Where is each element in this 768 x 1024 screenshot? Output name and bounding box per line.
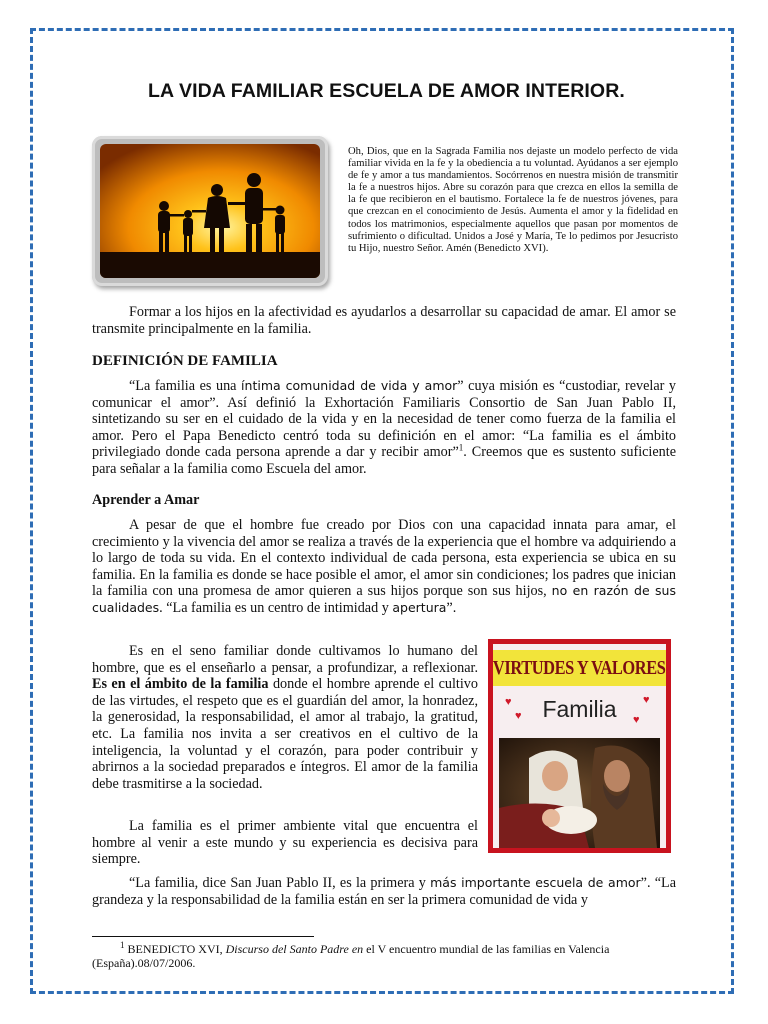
prayer-text: Oh, Dios, que en la Sagrada Familia nos dejaste un modelo perfecto de vida familiar vivida en la fe y la obediencia a tu voluntad. Ayúdanos a ser ejemplo de fe y amor a tus mandamientos. Socórrenos en nuestra misión de transmitir la fe a nuestros hijos. Abre su corazón para que crezca en ellos la semilla de la fe que recibieron en el bautismo. Fortalece la fe de nuestros jóvenes, para que crezcan en el conocimiento de Jesús. Aumenta el amor y la fidelidad en todos los matrimonios, especialmente aquellos que pasan por momentos de sufrimiento o dificultad. Unidos a José y María, Te lo pedimos por Jesucristo tu Hijo, nuestro Señor. Amén (Benedicto XVI).: [348, 146, 678, 254]
definicion-quote-alt: íntima comunidad de vida y amor: [241, 378, 458, 393]
footnote-rest: el V encuentro mundial de las familias en Valencia (España).08/07/2006.: [92, 942, 610, 970]
definicion-heading: DEFINICIÓN DE FAMILIA: [92, 353, 278, 369]
aprender-p1-end2: ”.: [446, 599, 457, 616]
heart-icon: ♥: [515, 710, 522, 722]
aprender-paragraph-3: La familia es el primer ambiente vital que encuentra el hombre al venir a este mundo y su experiencia es decisiva para siempre.: [92, 818, 478, 868]
definicion-paragraph: [92, 378, 676, 478]
aprender-p1-alt2: apertura: [392, 599, 447, 615]
definicion-text-1: “La familia es una: [129, 378, 237, 394]
heart-icon: ♥: [505, 696, 512, 708]
footnote-number: 1: [120, 940, 125, 950]
heart-icon: ♥: [643, 694, 650, 706]
aprender-p2-bold: Es en el ámbito de la familia: [92, 676, 269, 693]
footnote: [92, 942, 682, 970]
aprender-p4-alt: más importante escuela de amor: [430, 875, 641, 890]
footnote-rule: [92, 936, 314, 937]
aprender-paragraph-2: [92, 643, 478, 792]
aprender-p1-text: A pesar de que el hombre fue creado por Dios con una capacidad innata para amar, el crecimiento y la vivencia del amor se realiza a través de la experiencia que el hombre va adquiriendo a lo largo de toda su vida. En el contexto individual de cada persona, esta experiencia se ubica en su familia. En la familia es donde se hace posible el amor, el amor sin condiciones; los padres que inician la familia con una promesa de amor quieren a sus hijos porque son sus hijos,: [92, 517, 676, 600]
page-title: LA VIDA FAMILIAR ESCUELA DE AMOR INTERIOR.: [148, 80, 625, 102]
definicion-text-3: ” cuya misión es: [457, 378, 555, 394]
aprender-heading: Aprender a Amar: [92, 492, 200, 508]
virtudes-banner: [493, 650, 666, 686]
aprender-p4-text-c: ”. “La grandeza y la responsabilidad de la familia están en ser la primera comunidad de vida y: [92, 875, 676, 908]
aprender-p2-text-a: Es en el seno familiar donde cultivamos lo humano del hombre, que es el enseñarlo a pensar, a profundizar, a reflexionar.: [92, 643, 478, 676]
family-silhouette-image: [100, 144, 320, 278]
footnote-italic: Discurso del Santo Padre en: [225, 942, 364, 956]
heart-icon: ♥: [633, 714, 640, 726]
intro-paragraph: Formar a los hijos en la afectividad es ayudarlos a desarrollar su capacidad de amar. El amor se transmite principalmente en la familia.: [92, 304, 676, 337]
holy-family-painting: [499, 738, 660, 848]
aprender-paragraph-1: [92, 517, 676, 617]
aprender-p1-alt: no en razón de sus cualidades: [92, 583, 676, 615]
virtudes-subtitle: Familia: [542, 696, 617, 722]
definicion-text-4: “custodiar, revelar y comunicar el amor”. Así definió la Exhortación Familiaris Consortio de San Juan Pablo II, sintetizando su ser en el cuidado de la vida y en la necesidad de tener como fuerza de la familia el amor. Pero el Papa Benedicto centró toda su definición en el amor: “La familia es el ámbito privilegiado donde cada persona aprende a dar y recibir amor”: [92, 378, 677, 461]
aprender-p2-text-c: donde el hombre aprende el cultivo de las virtudes, el respeto que es el guardián del amor, la honradez, la generosidad, la responsabilidad, el amor al trabajo, la gratitud, etc. La familia nos invita a ser creativos en el cultivo de la inteligencia, la voluntad y el corazón, para poder contribuir y abrirnos a la sociedad preparados e íntegros. El amor de la familia debe trasmitirse a la sociedad.: [92, 676, 478, 792]
aprender-p4-text-a: “La familia, dice San Juan Pablo II, es la primera y: [129, 875, 426, 891]
aprender-p1-end: . “La familia es un centro de intimidad y: [159, 599, 389, 616]
virtudes-valores-image: [488, 639, 671, 853]
aprender-paragraph-4: [92, 875, 676, 908]
virtudes-inner: [493, 644, 666, 848]
footnote-author: BENEDICTO XVI,: [127, 942, 223, 956]
virtudes-banner-text: VIRTUDES Y VALORES: [493, 656, 666, 679]
definicion-text-5: . Creemos que es sustento suficiente para señalar a la familia como Escuela del amor.: [92, 444, 676, 477]
family-sunset-photo: [92, 136, 328, 286]
footnote-ref[interactable]: 1: [458, 442, 464, 453]
